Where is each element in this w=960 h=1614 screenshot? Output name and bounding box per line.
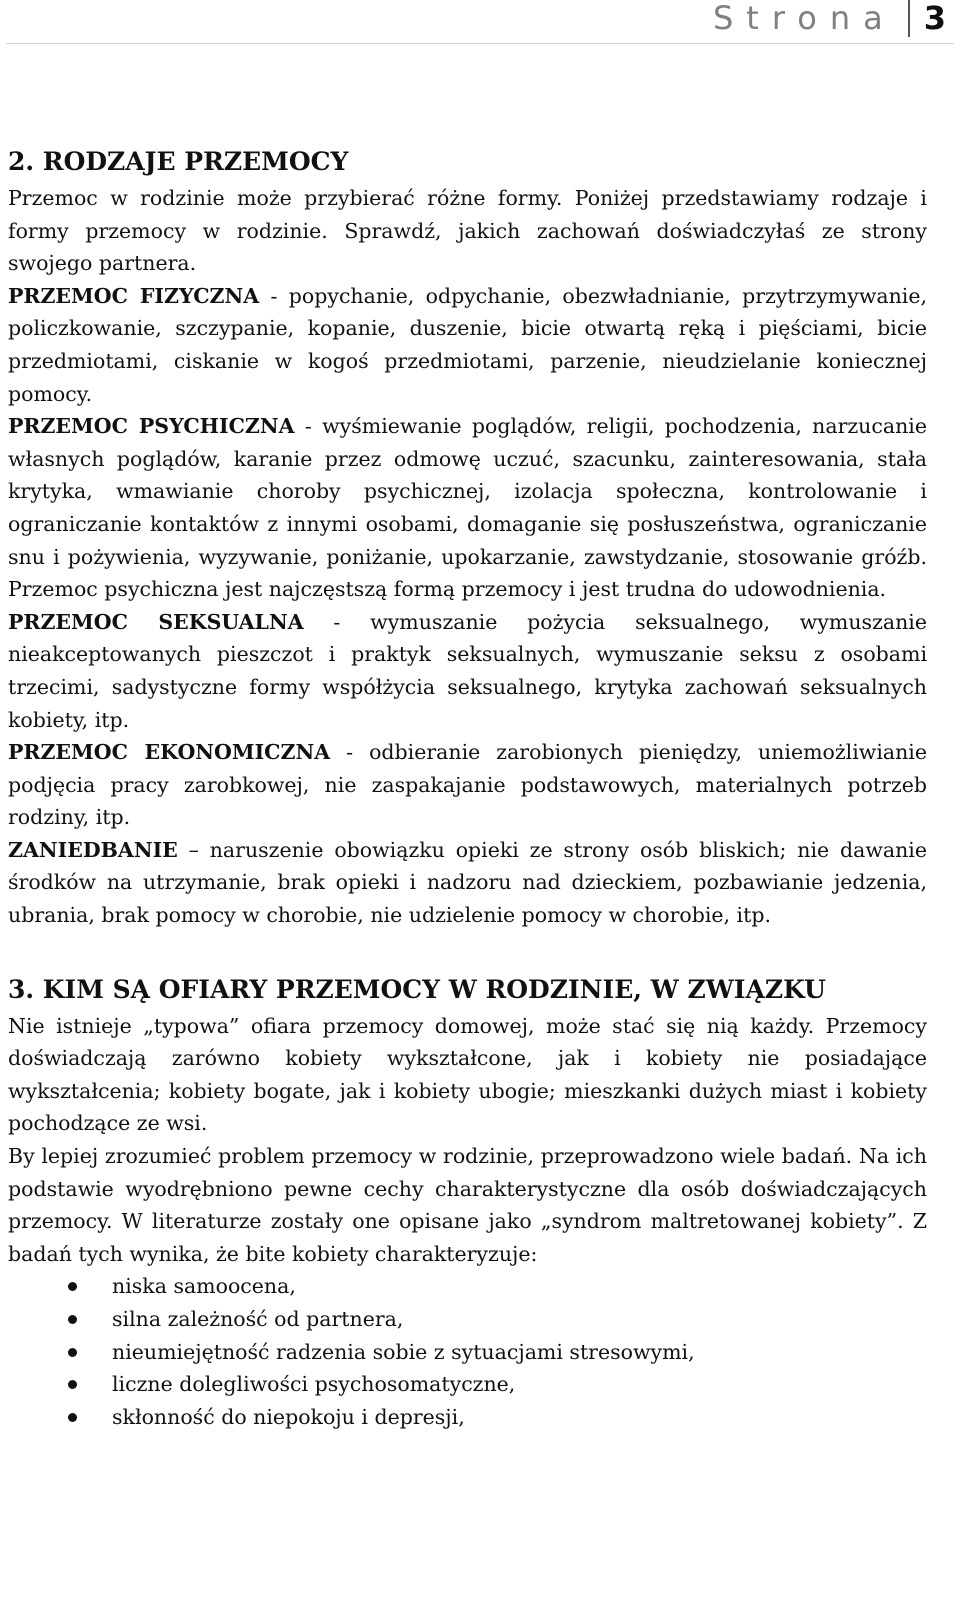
- violence-neglect: [8, 834, 927, 932]
- section-spacer: [8, 932, 927, 970]
- violence-psychological: [8, 410, 927, 606]
- violence-economic: [8, 736, 927, 834]
- violence-description: odbieranie zarobionych pieniędzy, uniemożliwianie podjęcia pracy zarobkowej, nie zaspakajanie podstawowych, materialnych potrzeb rodziny, itp.: [8, 740, 927, 830]
- bullet-icon: [68, 1380, 77, 1389]
- term-separator: -: [303, 609, 371, 634]
- bullet-icon: [68, 1282, 77, 1291]
- list-item-text: niska samoocena,: [112, 1274, 296, 1299]
- section-intro: Przemoc w rodzinie może przybierać różne formy. Poniżej przedstawiamy rodzaje i formy przemocy w rodzinie. Sprawdź, jakich zachowań doświadczyłaś ze strony swojego partnera.: [8, 186, 927, 276]
- page-content: [8, 142, 927, 1433]
- page-header: [713, 0, 960, 36]
- header-separator: [908, 0, 910, 37]
- list-item-text: liczne dolegliwości psychosomatyczne,: [112, 1372, 516, 1397]
- term-separator: –: [177, 837, 210, 862]
- violence-term: PRZEMOC PSYCHICZNA: [8, 414, 295, 439]
- section-heading-victims: 3. KIM SĄ OFIARY PRZEMOCY W RODZINIE, W ZWIĄZKU: [8, 974, 826, 1004]
- list-item-text: skłonność do niepokoju i depresji,: [112, 1404, 465, 1429]
- list-item: [8, 1368, 927, 1401]
- term-separator: -: [330, 740, 370, 765]
- violence-description: naruszenie obowiązku opieki ze strony osób bliskich; nie dawanie środków na utrzymanie, brak opieki i nadzoru nad dzieckiem, pozbawianie jedzenia, ubrania, brak pomocy w chorobie, nie udzielenie pomocy w chorobie, itp.: [8, 837, 927, 928]
- list-item: [8, 1336, 927, 1369]
- violence-description: wymuszanie pożycia seksualnego, wymuszanie nieakceptowanych pieszczot i praktyk seksualnych, wymuszanie seksu z osobami trzecimi, sadystyczne formy współżycia seksualnego, krytyka zachowań seksualnych kobiety, itp.: [8, 609, 927, 732]
- list-item: [8, 1270, 927, 1303]
- violence-term: PRZEMOC SEKSUALNA: [8, 609, 304, 634]
- victims-paragraph: Nie istnieje „typowa” ofiara przemocy domowej, może stać się nią każdy. Przemocy doświadczają zarówno kobiety wykształcone, jak i kobiety nie posiadające wykształcenia; kobiety bogate, jak i kobiety ubogie; mieszkanki dużych miast i kobiety pochodzące ze wsi.: [8, 1013, 927, 1136]
- traits-list: [8, 1270, 927, 1433]
- violence-description: wyśmiewanie poglądów, religii, pochodzenia, narzucanie własnych poglądów, karanie przez odmowę uczuć, szacunku, zainteresowania, stała krytyka, wmawianie choroby psychicznej, izolacja społeczna, kontrolowanie i ograniczanie kontaktów z innymi osobami, domaganie się posłuszeństwa, ograniczanie snu i pożywienia, wyzywanie, poniżanie, upokarzanie, zawstydzanie, stosowanie gróźb. Przemoc psychiczna jest najczęstszą formą przemocy i jest trudna do udowodnienia.: [8, 414, 927, 602]
- violence-description: popychanie, odpychanie, obezwładnianie, przytrzymywanie, policzkowanie, szczypanie, kopanie, duszenie, bicie otwartą ręką i pięściami, bicie przedmiotami, ciskanie w kogoś przedmiotami, parzenie, nieudzielanie koniecznej pomocy.: [8, 283, 927, 406]
- violence-sexual: [8, 606, 927, 736]
- page-label: Strona: [712, 0, 896, 37]
- violence-term: ZANIEDBANIE: [8, 837, 178, 862]
- list-item-text: nieumiejętność radzenia sobie z sytuacjami stresowymi,: [112, 1339, 695, 1364]
- violence-term: PRZEMOC EKONOMICZNA: [8, 740, 331, 765]
- bullet-icon: [68, 1413, 77, 1422]
- violence-physical: [8, 280, 927, 410]
- bullet-icon: [68, 1348, 77, 1357]
- bullet-icon: [68, 1315, 77, 1324]
- term-separator: -: [294, 414, 323, 439]
- research-paragraph: By lepiej zrozumieć problem przemocy w rodzinie, przeprowadzono wiele badań. Na ich podstawie wyodrębniono pewne cechy charakterystyczne dla osób doświadczających przemocy. W literaturze zostały one opisane jako „syndrom maltretowanej kobiety”. Z badań tych wynika, że bite kobiety charakteryzuje:: [8, 1144, 927, 1266]
- term-separator: -: [259, 283, 289, 308]
- page-number: 3: [923, 0, 946, 37]
- list-item: [8, 1303, 927, 1336]
- list-item-text: silna zależność od partnera,: [112, 1307, 404, 1331]
- header-rule: [6, 43, 954, 44]
- list-item: [8, 1401, 927, 1434]
- section-heading-types: 2. RODZAJE PRZEMOCY: [8, 147, 349, 176]
- violence-term: PRZEMOC FIZYCZNA: [8, 283, 260, 308]
